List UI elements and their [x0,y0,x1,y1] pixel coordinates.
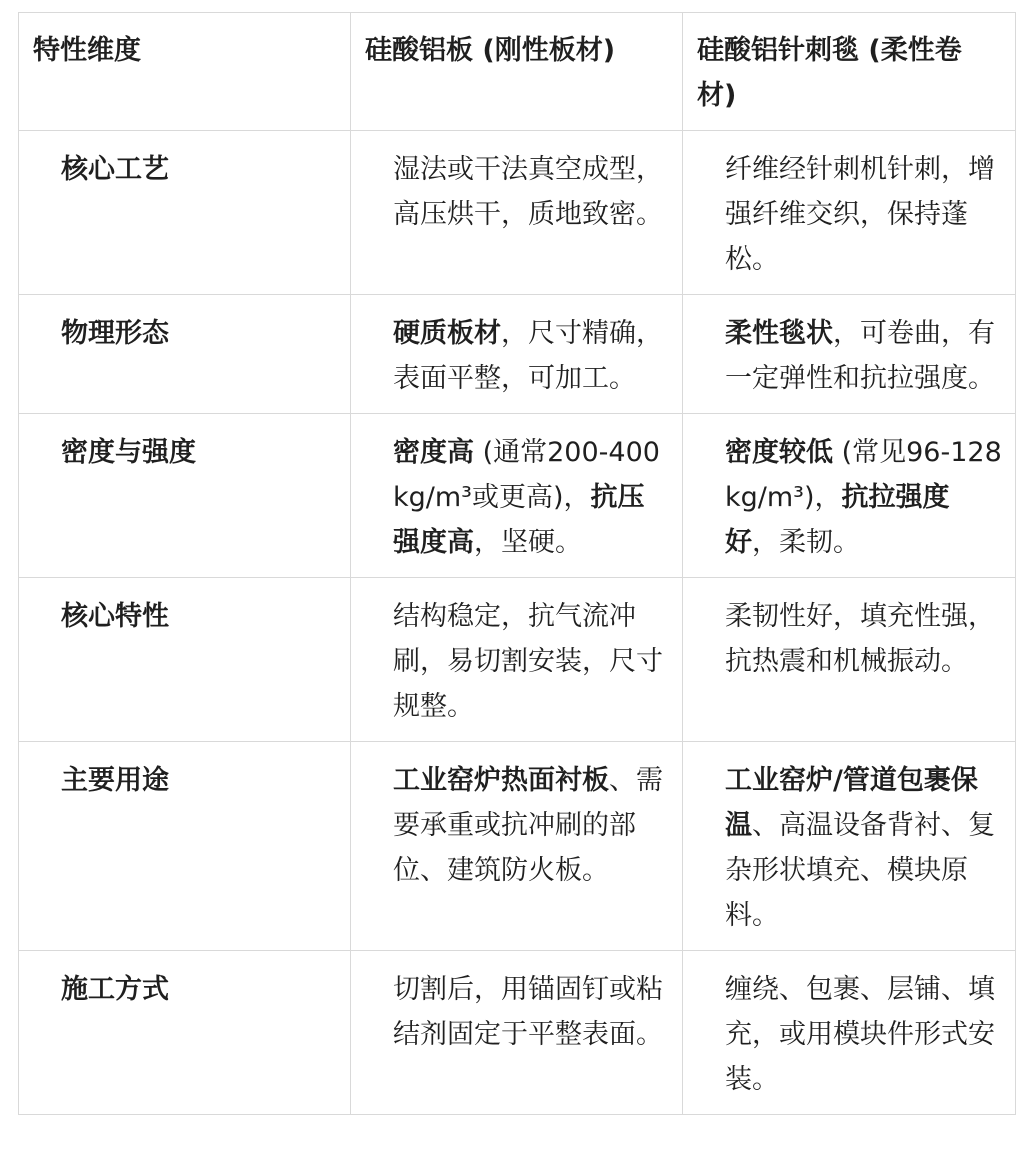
bold-text: 柔性毯状 [725,318,833,349]
bold-text: 密度高 [393,437,474,468]
bold-text: 密度较低 [725,437,833,468]
bold-text: 工业窑炉热面衬板 [393,765,609,796]
cell-text: 、需要承重或抗冲刷的部位、建筑防火板。 [393,765,663,886]
cell-text: 纤维经针刺机针刺，增强纤维交织，保持蓬松。 [725,154,995,275]
board-cell [351,578,683,742]
cell-text: 缠绕、包裹、层铺、填充，或用模块件形式安装。 [725,974,995,1095]
table-row [19,951,1016,1115]
bold-text: 抗拉强度好 [725,482,950,558]
cell-text: 结构稳定，抗气流冲刷，易切割安装，尺寸规整。 [393,601,663,722]
cell-text: 切割后，用锚固钉或粘结剂固定于平整表面。 [393,974,663,1050]
table-row [19,742,1016,951]
header-row [19,13,1016,131]
bold-text: 工业窑炉/管道包裹保温 [725,765,978,841]
bold-text: 硬质板材 [393,318,501,349]
cell-text: 湿法或干法真空成型，高压烘干，质地致密。 [393,154,663,230]
row-dimension: 施工方式 [19,951,351,1115]
blanket-cell [683,951,1016,1115]
cell-text: (常见96-128 kg/m³)， [725,437,1002,513]
cell-text: ，尺寸精确，表面平整，可加工。 [393,318,663,394]
cell-text: ，柔韧。 [752,527,860,558]
cell-text: ，可卷曲，有一定弹性和抗拉强度。 [725,318,995,394]
board-cell [351,951,683,1115]
board-cell [351,295,683,414]
blanket-cell [683,578,1016,742]
cell-text: (通常200-400 kg/m³或更高)， [393,437,660,513]
row-dimension: 核心特性 [19,578,351,742]
table-body [19,131,1016,1115]
cell-text: 、高温设备背衬、复杂形状填充、模块原料。 [725,810,995,931]
header-dimension: 特性维度 [19,13,351,131]
table-row [19,414,1016,578]
cell-text: 柔韧性好，填充性强，抗热震和机械振动。 [725,601,995,677]
bold-text: 抗压强度高 [393,482,645,558]
blanket-cell [683,742,1016,951]
row-dimension: 密度与强度 [19,414,351,578]
header-blanket: 硅酸铝针刺毯 (柔性卷材) [683,13,1016,131]
board-cell [351,131,683,295]
row-dimension: 物理形态 [19,295,351,414]
board-cell [351,742,683,951]
table-row [19,578,1016,742]
row-dimension: 主要用途 [19,742,351,951]
blanket-cell [683,295,1016,414]
table-row [19,295,1016,414]
table-row [19,131,1016,295]
blanket-cell [683,131,1016,295]
comparison-table [18,12,1016,1115]
board-cell [351,414,683,578]
row-dimension: 核心工艺 [19,131,351,295]
header-board: 硅酸铝板 (刚性板材) [351,13,683,131]
cell-text: ，坚硬。 [474,527,582,558]
blanket-cell [683,414,1016,578]
